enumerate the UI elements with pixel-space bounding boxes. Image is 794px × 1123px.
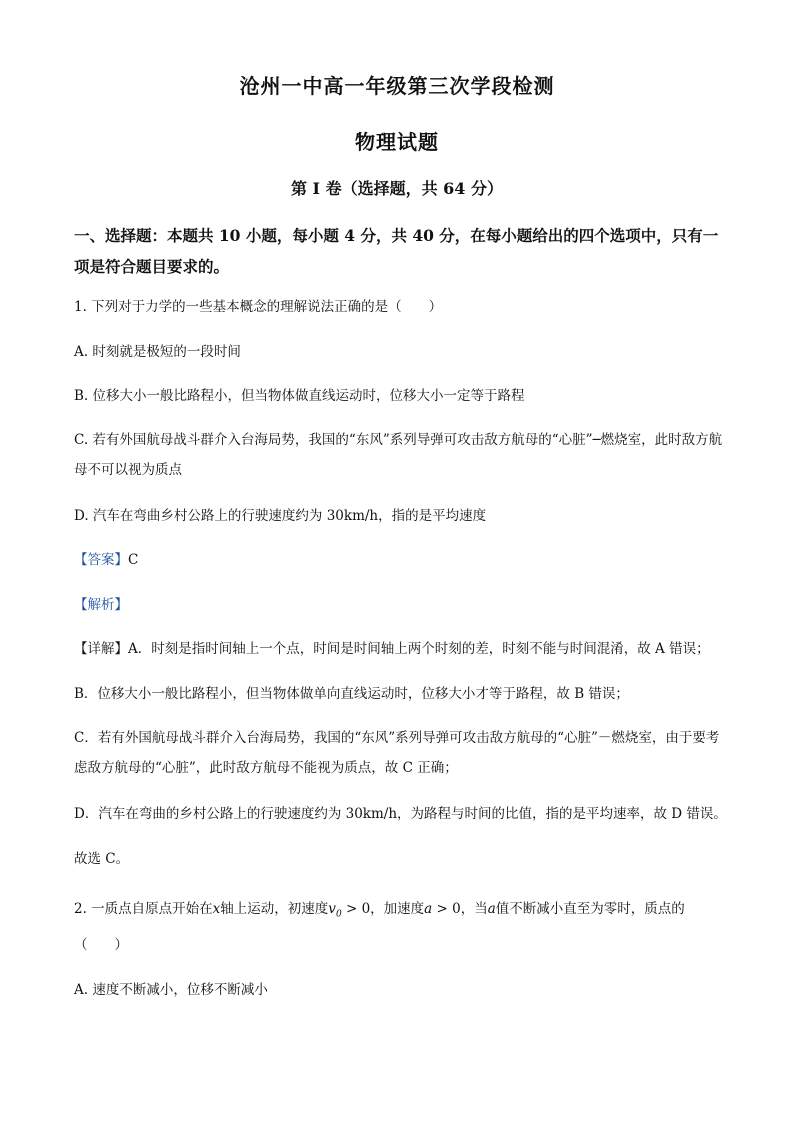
- q2-stem-part4: ，当: [460, 901, 488, 917]
- cond-a: > 0: [432, 901, 461, 917]
- q1-option-b: B. 位移大小一般比路程小，但当物体做直线运动时，位移大小一定等于路程: [74, 388, 525, 404]
- q1-answer: [74, 549, 732, 571]
- school-title: 沧州一中高一年级第三次学段检测: [239, 74, 555, 98]
- detail-a: [74, 638, 732, 660]
- cond-v0: > 0: [341, 901, 371, 917]
- var-a: a: [424, 901, 433, 917]
- section-heading: 一、选择题：本题共 10 小题，每小题 4 分，共 40 分，在每小题给出的四个选项中，只有一项是符合题目要求的。: [74, 226, 719, 276]
- q2-paren: （ ）: [74, 937, 128, 953]
- q2-stem-part3: ，加速度: [370, 901, 425, 917]
- volume-title: 第 I 卷（选择题，共 64 分）: [290, 179, 504, 198]
- q2-option-a: A. 速度不断减小，位移不断减小: [74, 982, 268, 998]
- detail-d: D．汽车在弯曲的乡村公路上的行驶速度约为 30km/h，为路程与时间的比值，指的是平均速率，故 D 错误。: [74, 806, 727, 822]
- detail-c: C．若有外国航母战斗群介入台海局势，我国的“东风”系列导弹可攻击敌方航母的“心脏”－燃烧室，由于要考虑敌方航母的“心脏”，此时敌方航母不能视为质点，故 C 正确；: [74, 730, 720, 776]
- q1-option-d: D. 汽车在弯曲乡村公路上的行驶速度约为 30km/h，指的是平均速度: [74, 508, 487, 524]
- var-a2: a: [487, 901, 496, 917]
- var-v0: [328, 901, 342, 920]
- detail-label: 【详解】: [74, 641, 128, 657]
- detail-a-text: A．时刻是指时间轴上一个点，时间是时间轴上两个时刻的差，时刻不能与时间混淆，故 A 错误；: [128, 641, 710, 657]
- analysis-label: 【解析】: [74, 597, 128, 613]
- q2-stem-part1: 2. 一质点自原点开始在: [74, 901, 213, 917]
- answer-label: 【答案】: [74, 552, 128, 568]
- subject-title: 物理试题: [355, 130, 439, 154]
- var-x: x: [212, 901, 221, 917]
- q2-stem: [74, 898, 732, 926]
- q1-stem: 1. 下列对于力学的一些基本概念的理解说法正确的是（ ）: [74, 299, 443, 315]
- q1-conclusion: 故选 C。: [74, 851, 130, 867]
- detail-b: B．位移大小一般比路程小，但当物体做单向直线运动时，位移大小才等于路程，故 B 错误；: [74, 686, 629, 702]
- answer-value: C: [128, 552, 139, 568]
- q1-option-c: C. 若有外国航母战斗群介入台海局势，我国的“东风”系列导弹可攻击敌方航母的“心脏”─燃烧室，此时敌方航母不可以视为质点: [74, 432, 723, 478]
- q2-stem-part5: 值不断减小直至为零时，质点的: [495, 901, 685, 917]
- var-v: v: [328, 901, 336, 917]
- var-v-sub: 0: [335, 909, 342, 920]
- q1-option-a: A. 时刻就是极短的一段时间: [74, 344, 241, 360]
- q2-stem-part2: 轴上运动，初速度: [220, 901, 329, 917]
